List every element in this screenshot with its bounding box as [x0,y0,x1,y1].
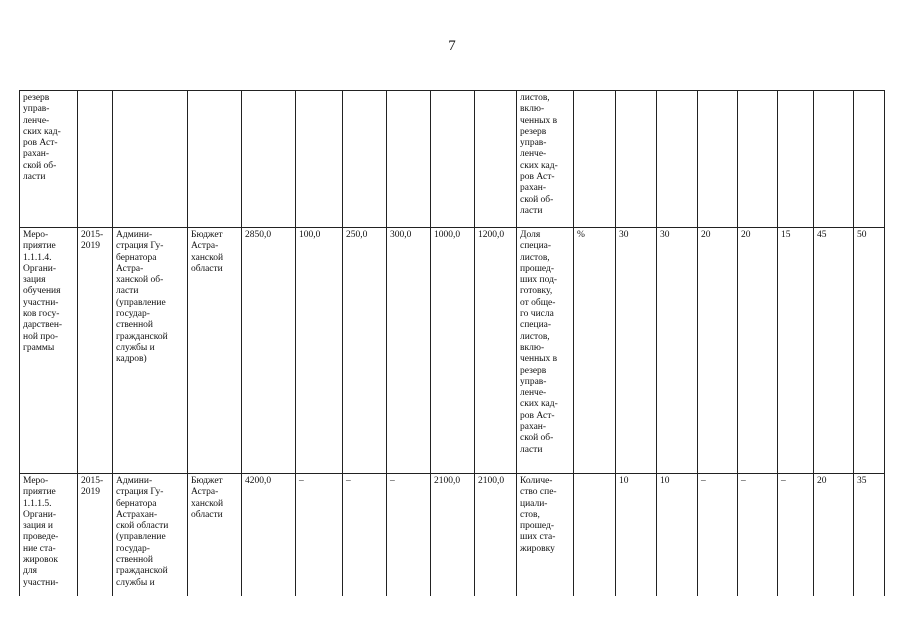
target-2017-cell: – [738,474,778,597]
total-cell: 4200,0 [242,474,296,597]
year-2017-cell: 300,0 [387,228,431,474]
target-2017-cell: 20 [738,228,778,474]
target-2015-cell: 30 [657,228,698,474]
target-2018-cell: 15 [778,228,814,474]
table-row [20,228,885,474]
year-2015-cell: 100,0 [296,228,343,474]
target-2019-cell: 45 [814,228,854,474]
table-row [20,91,885,228]
year-2018-cell: 1000,0 [431,228,475,474]
year-2018-cell [431,91,475,228]
executor-cell: Админи- страция Гу- бернатора Астра- ханской об- ласти (управление государ- ственной гражданской службы и кадров) [113,228,188,474]
funding-source-cell: Бюджет Астра- ханской области [188,228,242,474]
year-2018-cell: 2100,0 [431,474,475,597]
target-2020-cell: 35 [854,474,885,597]
target-2016-cell: – [698,474,738,597]
event-name-cell: Меро- приятие 1.1.1.5. Органи- зация и проведе- ние ста- жировок для участни- [20,474,78,597]
target-2019-cell [814,91,854,228]
indicator-cell: Количе- ство спе- циали- стов, прошед- ших ста- жировку [517,474,574,597]
target-2017-cell [738,91,778,228]
base-value-cell: 30 [616,228,657,474]
target-2020-cell [854,91,885,228]
event-name-cell: резерв управ- ленче- ских кад- ров Аст- рахан- ской об- ласти [20,91,78,228]
budget-table [19,90,885,596]
indicator-cell: листов, вклю- ченных в резерв управ- ленче- ских кад- ров Аст- рахан- ской об- ласти [517,91,574,228]
executor-cell: Админи- страция Гу- бернатора Астрахан- ской области (управление государ- ственной гражданской службы и [113,474,188,597]
period-cell [78,91,113,228]
year-2015-cell [296,91,343,228]
year-2019-cell: 1200,0 [475,228,517,474]
target-2015-cell: 10 [657,474,698,597]
year-2015-cell: – [296,474,343,597]
funding-source-cell [188,91,242,228]
year-2017-cell [387,91,431,228]
base-value-cell [616,91,657,228]
year-2019-cell [475,91,517,228]
target-2018-cell [778,91,814,228]
year-2016-cell: – [343,474,387,597]
target-2016-cell: 20 [698,228,738,474]
target-2019-cell: 20 [814,474,854,597]
event-name-cell: Меро- приятие 1.1.1.4. Органи- зация обучения участни- ков госу- дарствен- ной про- граммы [20,228,78,474]
year-2016-cell [343,91,387,228]
unit-cell: % [574,228,616,474]
year-2019-cell: 2100,0 [475,474,517,597]
target-2015-cell [657,91,698,228]
executor-cell [113,91,188,228]
unit-cell [574,474,616,597]
target-2020-cell: 50 [854,228,885,474]
funding-source-cell: Бюджет Астра- ханской области [188,474,242,597]
period-cell: 2015- 2019 [78,474,113,597]
total-cell [242,91,296,228]
base-value-cell: 10 [616,474,657,597]
period-cell: 2015- 2019 [78,228,113,474]
target-2018-cell: – [778,474,814,597]
year-2016-cell: 250,0 [343,228,387,474]
unit-cell [574,91,616,228]
total-cell: 2850,0 [242,228,296,474]
target-2016-cell [698,91,738,228]
indicator-cell: Доля специа- листов, прошед- ших под- готовку, от обще- го числа специа- листов, вклю- ченных в резерв управ- ленче- ских кад- ров Аст- рахан- ской об- ласти [517,228,574,474]
page-number: 7 [448,38,456,54]
table-row [20,474,885,597]
year-2017-cell: – [387,474,431,597]
